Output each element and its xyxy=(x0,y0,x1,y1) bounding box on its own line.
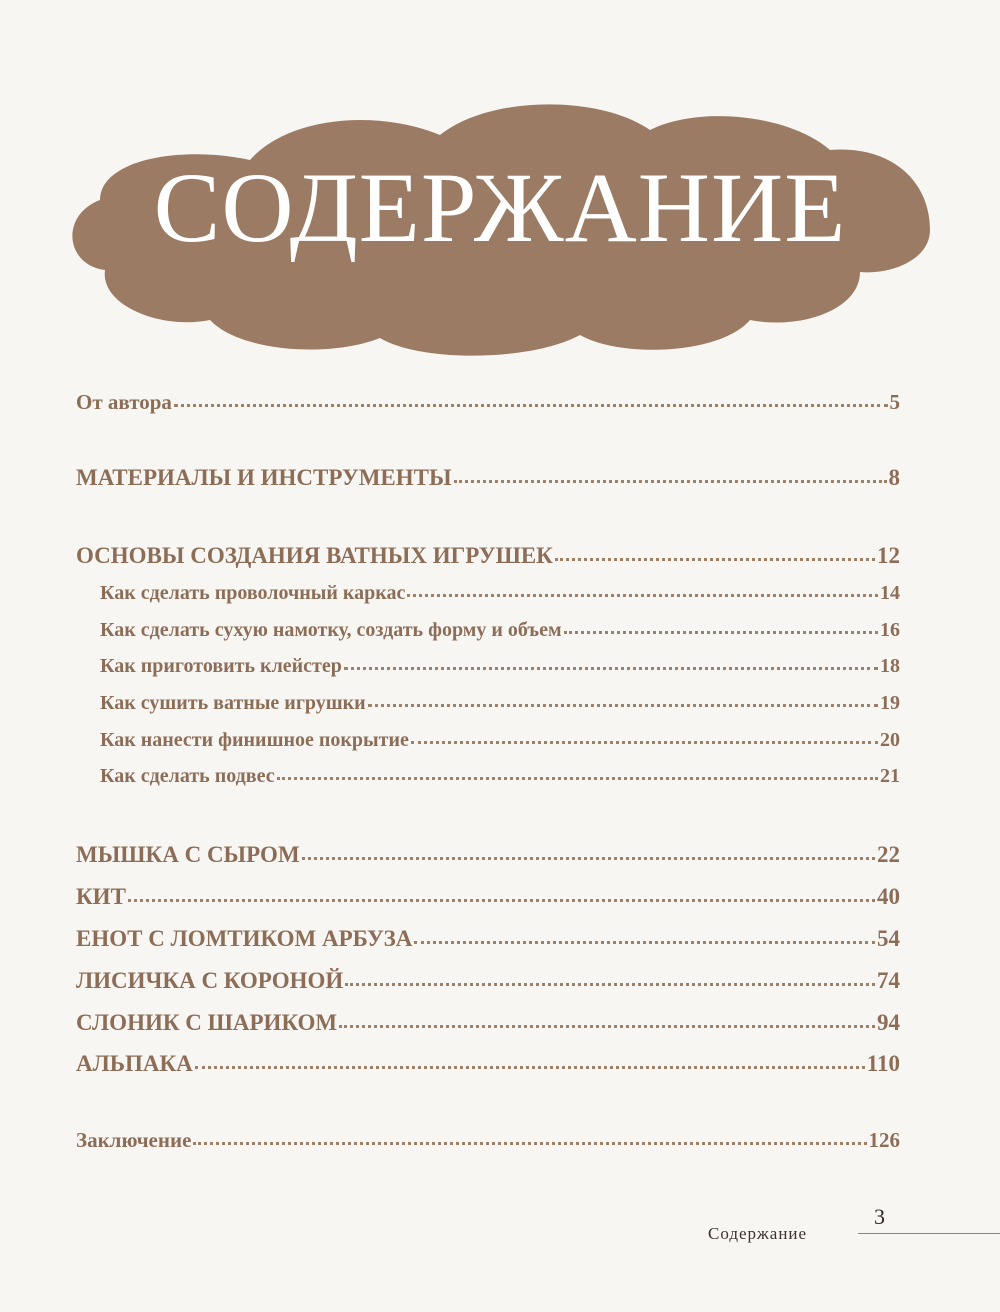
toc-entry-page: 8 xyxy=(888,465,900,490)
toc-entry-title: ОСНОВЫ СОЗДАНИЯ ВАТНЫХ ИГРУШЕК xyxy=(76,543,553,568)
toc-leader-dots xyxy=(302,855,875,860)
toc-entry-page: 94 xyxy=(877,1010,900,1035)
toc-entry-page: 21 xyxy=(880,765,900,787)
toc-leader-dots xyxy=(407,592,878,597)
toc-leader-dots xyxy=(414,939,875,944)
toc-entry-title: Как нанести финишное покрытие xyxy=(100,729,409,751)
toc-entry-title: ЕНОТ С ЛОМТИКОМ АРБУЗА xyxy=(76,926,413,951)
toc-entry[interactable] xyxy=(76,926,900,952)
toc-entry-page: 14 xyxy=(880,582,900,604)
toc-leader-dots xyxy=(193,1140,866,1145)
toc-entry-page: 126 xyxy=(868,1128,900,1152)
page-number: 3 xyxy=(874,1204,885,1229)
toc-entry-page: 20 xyxy=(880,729,900,751)
toc-leader-dots xyxy=(195,1064,865,1069)
toc-entry[interactable] xyxy=(76,390,900,415)
toc-leader-dots xyxy=(411,739,878,744)
toc-entry[interactable] xyxy=(76,465,900,491)
toc-entry-page: 74 xyxy=(877,968,900,993)
toc-entry[interactable] xyxy=(76,729,900,752)
toc-entry-page: 12 xyxy=(877,543,900,568)
toc-leader-dots xyxy=(128,897,875,902)
toc-entry-title: ЛИСИЧКА С КОРОНОЙ xyxy=(76,968,344,993)
running-footer-label: Содержание xyxy=(708,1224,808,1243)
toc-entry[interactable] xyxy=(76,968,900,994)
toc-entry-page: 22 xyxy=(877,842,900,867)
toc-leader-dots xyxy=(344,665,878,670)
toc-entry[interactable] xyxy=(76,884,900,910)
toc-entry[interactable] xyxy=(76,1128,900,1153)
toc-entry-page: 16 xyxy=(880,619,900,641)
toc-leader-dots xyxy=(368,702,878,707)
toc-entry[interactable] xyxy=(76,1051,900,1077)
toc-leader-dots xyxy=(454,478,887,483)
toc-entry[interactable] xyxy=(76,842,900,868)
footer-rule xyxy=(858,1233,1000,1234)
toc-entry-title: Заключение xyxy=(76,1128,192,1152)
toc-entry-page: 110 xyxy=(866,1051,900,1076)
toc-entry-title: АЛЬПАКА xyxy=(76,1051,193,1076)
toc-entry-title: СЛОНИК С ШАРИКОМ xyxy=(76,1010,338,1035)
toc-leader-dots xyxy=(564,629,878,634)
toc-entry-title: Как приготовить клейстер xyxy=(100,655,342,677)
toc-entry-page: 5 xyxy=(889,390,900,414)
toc-entry[interactable] xyxy=(76,655,900,678)
toc-entry-title: От автора xyxy=(76,390,172,414)
toc-entry[interactable] xyxy=(76,692,900,715)
toc-leader-dots xyxy=(277,775,878,780)
toc-entry-title: Как сушить ватные игрушки xyxy=(100,692,366,714)
toc-entry[interactable] xyxy=(76,582,900,605)
toc-entry-title: МЫШКА С СЫРОМ xyxy=(76,842,300,867)
toc-entry[interactable] xyxy=(76,765,900,788)
toc-leader-dots xyxy=(339,1023,875,1028)
toc-entry-title: КИТ xyxy=(76,884,126,909)
toc-entry[interactable] xyxy=(76,543,900,569)
toc-entry-page: 19 xyxy=(880,692,900,714)
toc-entry-title: МАТЕРИАЛЫ И ИНСТРУМЕНТЫ xyxy=(76,465,452,490)
toc-entry-page: 40 xyxy=(877,884,900,909)
toc-leader-dots xyxy=(174,402,888,407)
toc-entry-title: Как сделать подвес xyxy=(100,765,275,787)
toc-entry-title: Как сделать проволочный каркас xyxy=(100,582,406,604)
toc-entry-page: 54 xyxy=(877,926,900,951)
toc-entry[interactable] xyxy=(76,1010,900,1036)
toc-entry-title: Как сделать сухую намотку, создать форму и объем xyxy=(100,619,562,641)
page-title: СОДЕРЖАНИЕ xyxy=(153,152,847,263)
toc-leader-dots xyxy=(345,981,875,986)
toc-leader-dots xyxy=(555,556,875,561)
toc-entry[interactable] xyxy=(76,619,900,642)
toc-entry-page: 18 xyxy=(880,655,900,677)
